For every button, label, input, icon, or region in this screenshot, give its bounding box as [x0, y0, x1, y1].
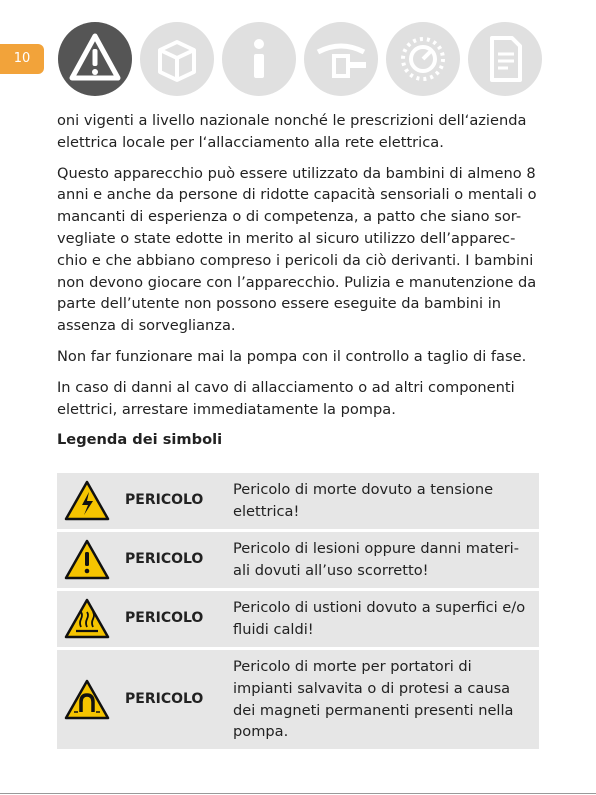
table-row [57, 532, 539, 588]
hot-surface-icon [57, 591, 117, 647]
signal-word: PERICOLO [117, 650, 231, 749]
paragraph: Questo apparecchio può essere utilizzato da bambini di almeno 8 anni e anche da persone di ridotte capacità sensoriali o mentali o mancanti di esperienza o di competenza, a patto che siano sor-vegliate o state edotte in merito al sicuro utilizzo dell’apparec-chio e che abbiano compreso i pericoli da ciò derivanti. I bambini non devono giocare con l’apparecchio. Pulizia e manutenzione da parte dell’utente non possono essere eseguite da bambini in assenza di sorveglianza. [57, 164, 537, 335]
hazard-description: Pericolo di morte per portatori di impianti salvavita o di protesi a causa dei magneti permanenti presenti nella pompa. [231, 650, 539, 749]
warning-icon[interactable] [58, 22, 132, 96]
signal-word: PERICOLO [117, 591, 231, 647]
general-warning-icon [57, 532, 117, 588]
install-icon[interactable] [304, 22, 378, 96]
body-text [57, 110, 539, 460]
page-number: 10 [0, 44, 44, 74]
package-icon[interactable] [140, 22, 214, 96]
table-row [57, 650, 539, 749]
hazard-description: Pericolo di ustioni dovuto a superfici e/o fluidi caldi! [231, 591, 539, 647]
signal-word: PERICOLO [117, 532, 231, 588]
paragraph: Non far funzionare mai la pompa con il controllo a taglio di fase. [57, 347, 527, 365]
paragraph: oni vigenti a livello nazionale nonché le prescrizioni dell‘azienda elettrica locale per l‘allacciamento alla rete elettrica. [57, 112, 527, 151]
page-border [0, 793, 596, 794]
symbol-legend-table [57, 470, 539, 752]
hazard-description: Pericolo di lesioni oppure danni materi-ali dovuti all’uso scorretto! [231, 532, 539, 588]
hazard-description: Pericolo di morte dovuto a tensione elettrica! [231, 473, 539, 529]
magnetic-field-icon [57, 650, 117, 749]
paragraph: In caso di danni al cavo di allacciamento o ad altri componenti elettrici, arrestare immediatamente la pompa. [57, 378, 515, 418]
info-icon[interactable] [222, 22, 296, 96]
table-row [57, 591, 539, 647]
section-icon-bar [58, 22, 548, 98]
table-row [57, 473, 539, 529]
electric-hazard-icon [57, 473, 117, 529]
document-icon[interactable] [468, 22, 542, 96]
signal-word: PERICOLO [117, 473, 231, 529]
legend-title: Legenda dei simboli [57, 431, 223, 449]
control-dial-icon[interactable] [386, 22, 460, 96]
